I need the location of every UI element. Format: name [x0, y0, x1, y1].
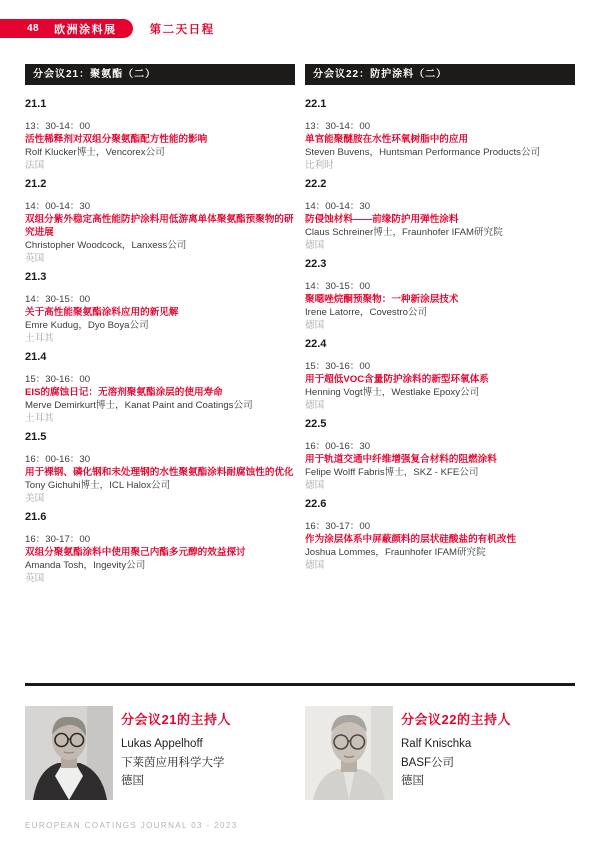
session-title: EIS的腐蚀日记：无溶剂聚氨酯涂层的使用寿命 — [25, 387, 223, 398]
session-item — [305, 338, 575, 412]
moderator-name: Ralf Knischka — [401, 738, 472, 750]
header-red-pill — [0, 19, 133, 38]
session-title: 用于裸钢、磷化钢和未处理钢的水性聚氨酯涂料耐腐蚀性的优化 — [25, 467, 294, 478]
session-title: 单官能聚醚胺在水性环氧树脂中的应用 — [305, 134, 469, 145]
session-item — [25, 178, 295, 265]
session-speaker: Henning Vogt博士，Westlake Epoxy公司 — [305, 387, 480, 398]
session-country: 土耳其 — [25, 413, 54, 424]
moderator-card-22 — [305, 706, 575, 800]
session-speaker: Irene Latorre，Covestro公司 — [305, 307, 428, 318]
session-item — [25, 98, 295, 172]
session-time: 15：30-16：00 — [25, 374, 91, 385]
session-time: 13：30-14：00 — [305, 121, 371, 132]
program-columns — [25, 64, 575, 591]
session-number: 21.5 — [25, 431, 47, 443]
session-title: 防侵蚀材料——前缘防护用弹性涂料 — [305, 214, 459, 225]
session-time: 16：30-17：00 — [25, 534, 91, 545]
session-time: 16：00-16：30 — [305, 441, 371, 452]
session-country: 英国 — [25, 253, 45, 264]
page-header — [0, 19, 215, 38]
session-country: 德国 — [305, 320, 325, 331]
session-number: 21.2 — [25, 178, 47, 190]
session-time: 15：30-16：00 — [305, 361, 371, 372]
session-country: 德国 — [305, 240, 325, 251]
brand-title: 欧洲涂料展 — [54, 23, 117, 36]
session-country: 法国 — [25, 160, 45, 171]
journal-footer: EUROPEAN COATINGS JOURNAL 03 - 2023 — [25, 821, 238, 830]
page-number: 48 — [27, 23, 40, 34]
session-item — [305, 178, 575, 252]
session-speaker: Rolf Klucker博士，Vencorex公司 — [25, 147, 165, 158]
session-time: 14：30-15：00 — [25, 294, 91, 305]
session-title: 双组分聚氨酯涂料中使用聚己内酯多元醇的效益探讨 — [25, 547, 246, 558]
column-header-22: 分会议22：防护涂料（二） — [305, 64, 575, 85]
session-speaker: Merve Demirkurt博士，Kanat Paint and Coatings公司 — [25, 400, 253, 411]
session-number: 21.3 — [25, 271, 47, 283]
session-title: 关于高性能聚氨酯涂料应用的新见解 — [25, 307, 179, 318]
session-time: 16：30-17：00 — [305, 521, 371, 532]
session-title: 双组分紫外稳定高性能防护涂料用低游离单体聚氨酯预聚物的研究进展 — [25, 214, 294, 238]
column-session-22 — [305, 64, 575, 591]
moderators-row — [25, 706, 575, 800]
session-title: 聚噁唑烷酮预聚物：一种新涂层技术 — [305, 294, 459, 305]
session-number: 22.4 — [305, 338, 327, 350]
session-country: 比利时 — [305, 160, 334, 171]
moderator-card-21 — [25, 706, 295, 800]
session-speaker: Felipe Wolff Fabris博士，SKZ - KFE公司 — [305, 467, 479, 478]
column-session-21 — [25, 64, 295, 591]
moderator-name: Lukas Appelhoff — [121, 738, 203, 750]
moderator-country: 德国 — [121, 775, 144, 787]
session-title: 用于超低VOC含量防护涂料的新型环氧体系 — [305, 374, 489, 385]
session-speaker: Steven Buvens，Huntsman Performance Products公司 — [305, 147, 541, 158]
session-list-21 — [25, 98, 295, 585]
session-number: 21.4 — [25, 351, 47, 363]
moderator-heading-22: 分会议22的主持人 — [401, 712, 511, 727]
session-time: 14：00-14：30 — [305, 201, 371, 212]
session-country: 英国 — [25, 573, 45, 584]
moderator-photo-lukas — [25, 706, 113, 800]
session-item — [305, 98, 575, 172]
session-time: 16：00-16：30 — [25, 454, 91, 465]
session-item — [305, 258, 575, 332]
session-country: 美国 — [25, 493, 45, 504]
session-speaker: Joshua Lommes，Fraunhofer IFAM研究院 — [305, 547, 486, 558]
session-number: 22.5 — [305, 418, 327, 430]
session-item — [25, 271, 295, 345]
moderator-photo-ralf — [305, 706, 393, 800]
section-divider-rule — [25, 683, 575, 686]
session-title: 用于轨道交通中纤维增强复合材料的阻燃涂料 — [305, 454, 497, 465]
session-speaker: Christopher Woodcock，Lanxess公司 — [25, 240, 187, 251]
session-time: 14：00-14：30 — [25, 201, 91, 212]
session-item — [25, 351, 295, 425]
column-header-21: 分会议21：聚氨酯（二） — [25, 64, 295, 85]
session-time: 13：30-14：00 — [25, 121, 91, 132]
session-number: 22.2 — [305, 178, 327, 190]
session-time: 14：30-15：00 — [305, 281, 371, 292]
moderator-info-21 — [121, 706, 231, 800]
moderator-organization: 下莱茵应用科学大学 — [121, 756, 225, 769]
session-country: 德国 — [305, 480, 325, 491]
session-number: 22.6 — [305, 498, 327, 510]
session-number: 21.6 — [25, 511, 47, 523]
session-title: 作为涂层体系中屏蔽颜料的层状硅酸盐的有机改性 — [305, 534, 517, 545]
session-speaker: Tony Gichuhi博士，ICL Halox公司 — [25, 480, 171, 491]
moderator-organization: BASF公司 — [401, 756, 455, 769]
session-country: 土耳其 — [25, 333, 54, 344]
day-title: 第二天日程 — [149, 23, 215, 36]
session-item — [305, 418, 575, 492]
session-speaker: Emre Kudug，Dyo Boya公司 — [25, 320, 149, 331]
session-item — [25, 511, 295, 585]
session-item — [305, 498, 575, 572]
session-country: 德国 — [305, 400, 325, 411]
session-country: 德国 — [305, 560, 325, 571]
session-number: 22.1 — [305, 98, 327, 110]
moderator-heading-21: 分会议21的主持人 — [121, 712, 231, 727]
session-speaker: Claus Schreiner博士，Fraunhofer IFAM研究院 — [305, 227, 503, 238]
session-list-22 — [305, 98, 575, 572]
session-number: 21.1 — [25, 98, 47, 110]
moderator-country: 德国 — [401, 775, 424, 787]
moderator-info-22 — [401, 706, 511, 800]
session-number: 22.3 — [305, 258, 327, 270]
session-speaker: Amanda Tosh，Ingevity公司 — [25, 560, 146, 571]
session-title: 活性稀释剂对双组分聚氨酯配方性能的影响 — [25, 134, 208, 145]
session-item — [25, 431, 295, 505]
